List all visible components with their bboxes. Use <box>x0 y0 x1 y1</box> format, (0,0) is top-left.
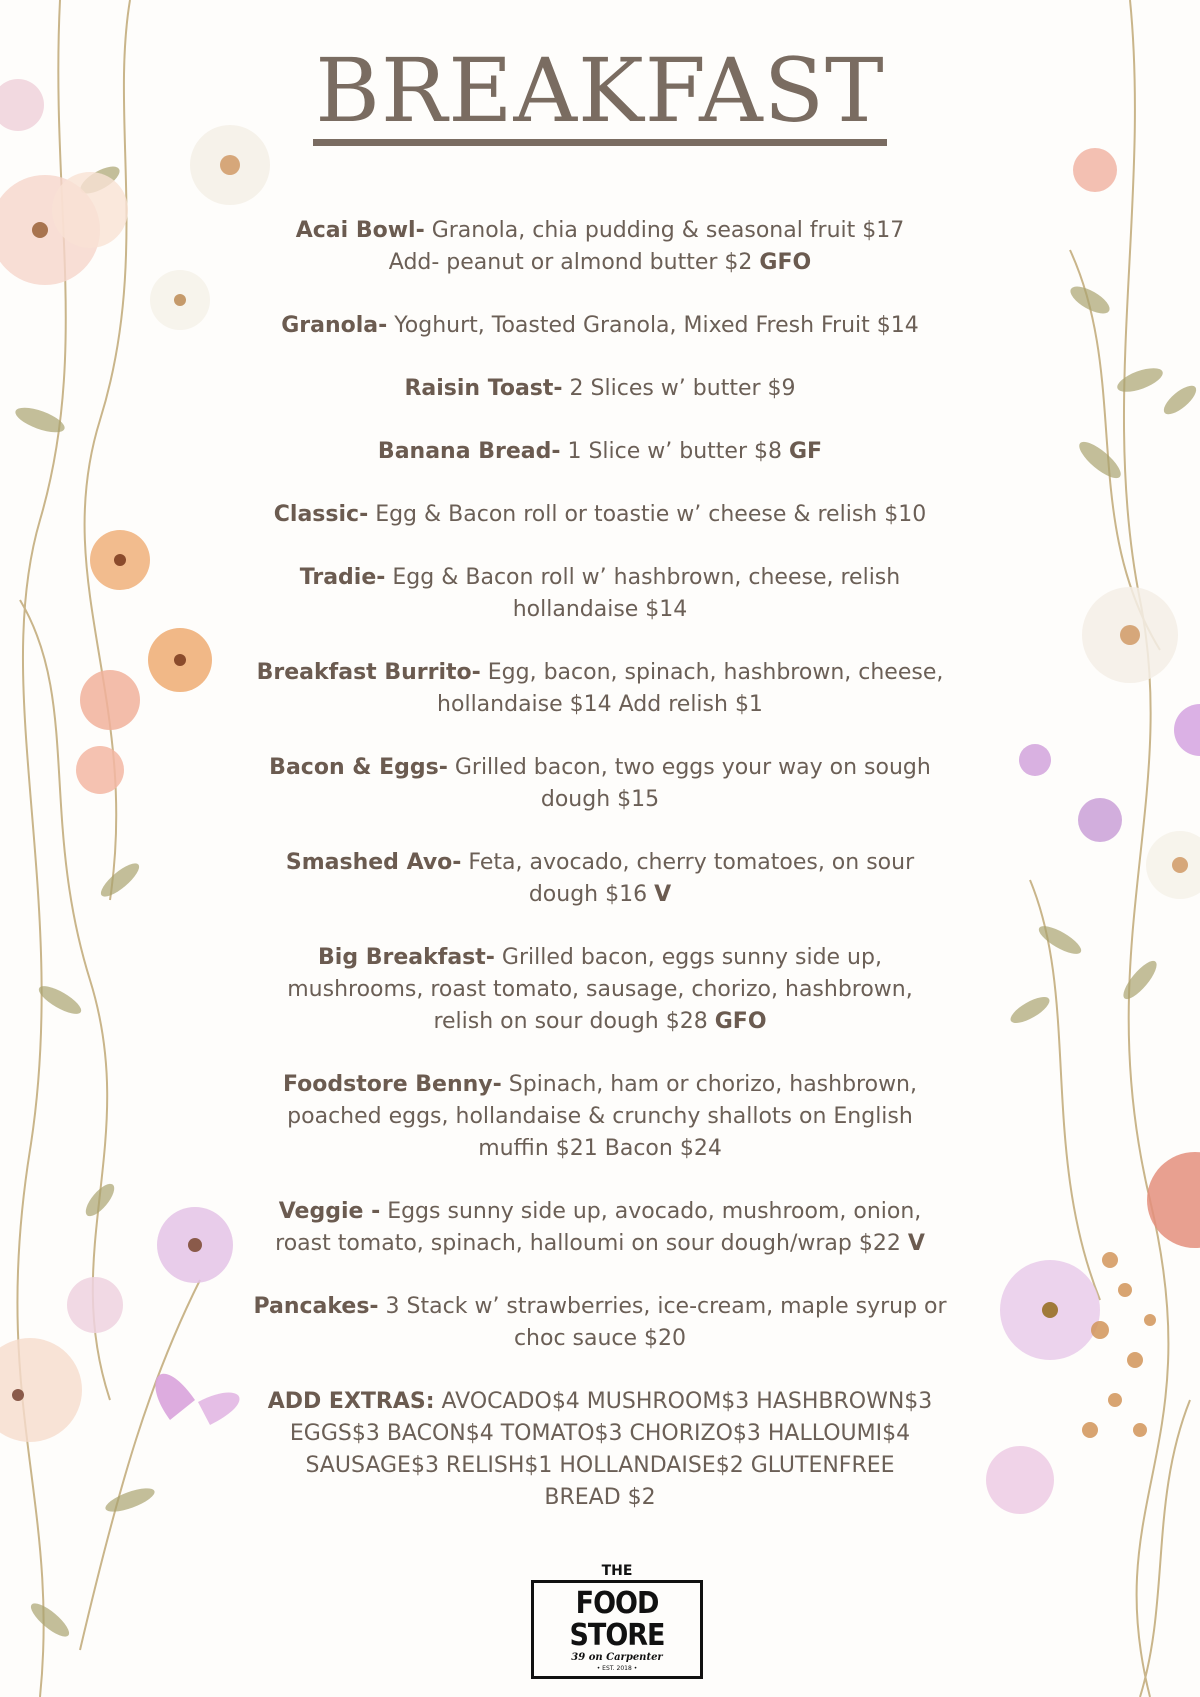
item-desc: Grilled bacon, eggs sunny side up, <box>494 945 882 970</box>
item-desc: Granola, chia pudding & seasonal fruit $17 <box>424 218 905 243</box>
item-desc: 2 Slices w’ butter $9 <box>562 376 796 401</box>
item-desc: Feta, avocado, cherry tomatoes, on sour <box>461 850 915 875</box>
menu-item-acai-bowl <box>230 215 970 279</box>
page-title: BREAKFAST <box>313 44 886 146</box>
menu-item-raisin-toast <box>230 373 970 405</box>
menu-extras <box>230 1386 970 1514</box>
extras-line1: AVOCADO$4 MUSHROOM$3 HASHBROWN$3 <box>434 1389 933 1414</box>
menu-item-banana-bread <box>230 436 970 468</box>
item-desc-line3: muffin $21 Bacon $24 <box>478 1136 722 1161</box>
dietary-tag: V <box>654 882 672 907</box>
item-name: Acai Bowl- <box>295 218 425 243</box>
butterfly-icon <box>155 1374 239 1425</box>
menu-item-big-breakfast <box>230 942 970 1038</box>
extras-line3: SAUSAGE$3 RELISH$1 HOLLANDAISE$2 GLUTENFREE <box>305 1453 895 1478</box>
item-desc-line2: hollandaise $14 <box>512 597 688 622</box>
menu-item-breakfast-burrito <box>230 657 970 721</box>
menu-title-block <box>0 39 1200 146</box>
item-desc-line2: Add- peanut or almond butter $2 <box>388 250 760 275</box>
food-store-logo <box>531 1563 703 1679</box>
red-flower-right <box>1147 1152 1200 1248</box>
pink-flower-left-top <box>0 172 128 285</box>
extras-line4: BREAD $2 <box>544 1485 656 1510</box>
menu-item-granola <box>230 310 970 342</box>
item-name: Raisin Toast- <box>404 376 563 401</box>
menu-item-tradie <box>230 562 970 626</box>
menu-item-bacon-eggs <box>230 752 970 816</box>
item-name: Bacon & Eggs- <box>269 755 448 780</box>
menu-item-classic <box>230 499 970 531</box>
item-desc-line3: relish on sour dough $28 <box>433 1009 715 1034</box>
dietary-tag: GFO <box>714 1009 767 1034</box>
item-desc-line2: dough $15 <box>540 787 660 812</box>
item-desc: Eggs sunny side up, avocado, mushroom, onion, <box>380 1199 922 1224</box>
item-name: Big Breakfast- <box>318 945 495 970</box>
item-desc-line2: hollandaise $14 Add relish $1 <box>437 692 763 717</box>
menu-item-veggie <box>230 1196 970 1260</box>
logo-sub: 39 on Carpenter <box>571 1652 663 1663</box>
item-name: Smashed Avo- <box>285 850 462 875</box>
item-name: Classic- <box>273 502 369 527</box>
dietary-tag: V <box>907 1231 925 1256</box>
menu-item-foodstore-benny <box>230 1069 970 1165</box>
dietary-tag: GF <box>788 439 823 464</box>
item-name: Foodstore Benny- <box>283 1072 502 1097</box>
item-desc-line2: mushrooms, roast tomato, sausage, chorizo, hashbrown, <box>287 977 913 1002</box>
item-name: Tradie- <box>299 565 386 590</box>
item-name: Granola- <box>281 313 388 338</box>
menu-item-smashed-avo <box>230 847 970 911</box>
item-desc: Yoghurt, Toasted Granola, Mixed Fresh Fruit $14 <box>387 313 919 338</box>
logo-est: • EST. 2018 • <box>596 1665 638 1672</box>
item-desc-line2: dough $16 <box>528 882 655 907</box>
item-desc: Grilled bacon, two eggs your way on sough <box>447 755 931 780</box>
floral-border-right <box>950 0 1200 1697</box>
logo-box <box>531 1580 703 1679</box>
purple-flowers-left <box>0 1207 233 1442</box>
dietary-tag: GFO <box>759 250 812 275</box>
logo-the: THE <box>601 1563 633 1579</box>
menu-list <box>230 215 970 1545</box>
item-desc-line2: roast tomato, spinach, halloumi on sour dough/wrap $22 <box>275 1231 908 1256</box>
item-desc: 1 Slice w’ butter $8 <box>560 439 789 464</box>
extras-line2: EGGS$3 BACON$4 TOMATO$3 CHORIZO$3 HALLOUMI$4 <box>289 1421 911 1446</box>
item-desc: 3 Stack w’ strawberries, ice-cream, maple syrup or <box>378 1294 947 1319</box>
item-name: Breakfast Burrito- <box>256 660 481 685</box>
logo-main: FOOD STORE <box>569 1586 665 1653</box>
purple-flowers-right <box>986 704 1200 1514</box>
extras-label: ADD EXTRAS: <box>267 1389 435 1414</box>
item-desc: Egg, bacon, spinach, hashbrown, cheese, <box>480 660 944 685</box>
item-desc: Egg & Bacon roll or toastie w’ cheese & relish $10 <box>368 502 927 527</box>
item-desc: Spinach, ham or chorizo, hashbrown, <box>501 1072 917 1097</box>
item-desc-line2: choc sauce $20 <box>513 1326 687 1351</box>
item-name: Veggie - <box>278 1199 381 1224</box>
item-name: Pancakes- <box>253 1294 379 1319</box>
menu-item-pancakes <box>230 1291 970 1355</box>
item-desc-line2: poached eggs, hollandaise & crunchy shallots on English <box>287 1104 913 1129</box>
item-desc: Egg & Bacon roll w’ hashbrown, cheese, relish <box>385 565 901 590</box>
item-name: Banana Bread- <box>377 439 561 464</box>
orange-flowers-left <box>76 530 212 794</box>
